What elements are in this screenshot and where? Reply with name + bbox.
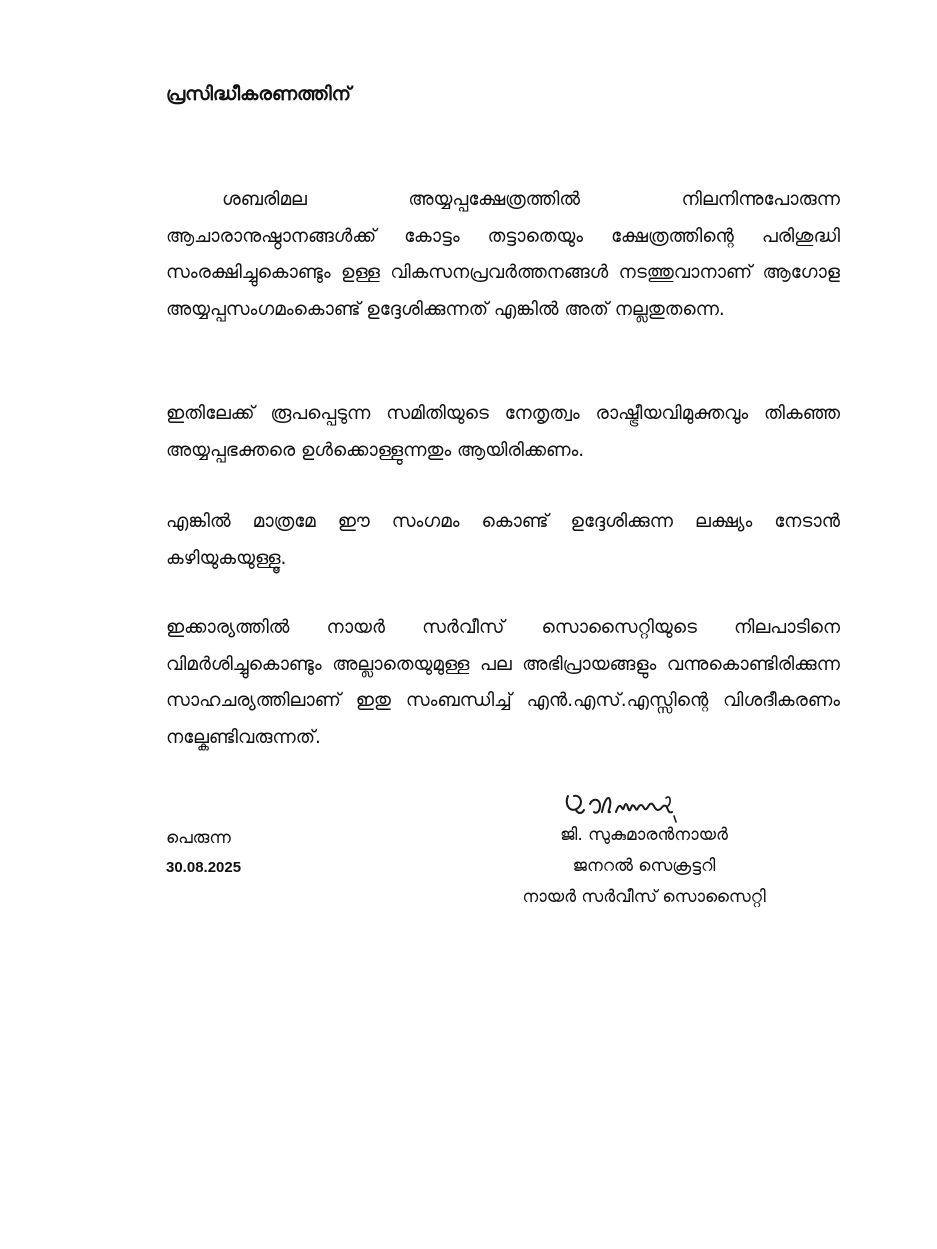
body-paragraph-4: ഇക്കാര്യത്തിൽ നായർ സർവീസ് സൊസൈറ്റിയുടെ നിലപാടിനെ വിമർശിച്ചുകൊണ്ടും അല്ലാതെയുമുള്ള പല അഭിപ്രായങ്ങളും വന്നുകൊണ്ടിരിക്കുന്ന സാഹചര്യത്തിലാണ് ഇതു സംബന്ധിച്ച് എൻ.എസ്.എസ്സിന്റെ വിശദീകരണം നല്കേണ്ടിവരുന്നത്.	[166, 617, 840, 748]
signatory-designation: ജനറൽ സെക്രട്ടറി	[572, 856, 716, 876]
body-paragraph-3: എങ്കിൽ മാത്രമേ ഈ സംഗമം കൊണ്ട് ഉദ്ദേശിക്കുന്ന ലക്ഷ്യം നേടാൻ കഴിയുകയുള്ളൂ.	[166, 511, 840, 569]
place-name: പെരുന്ന	[166, 828, 231, 848]
body-paragraph-2: ഇതിലേക്ക് രൂപപ്പെടുന്ന സമിതിയുടെ നേതൃത്വം രാഷ്ട്രീയവിമുക്തവും തികഞ്ഞ അയ്യപ്പഭക്തരെ ഉൾക്കൊള്ളുന്നതും ആയിരിക്കണം.	[166, 403, 840, 461]
document-date: 30.08.2025	[166, 859, 242, 876]
document-heading: പ്രസിദ്ധീകരണത്തിന്	[166, 83, 352, 105]
body-paragraph-1: ശബരിമല അയ്യപ്പക്ഷേത്രത്തിൽ നിലനിന്നുപോരുന്ന ആചാരാനുഷ്ഠാനങ്ങൾക്ക് കോട്ടം തട്ടാതെയും ക്ഷേത്രത്തിന്റെ പരിശുദ്ധി സംരക്ഷിച്ചുകൊണ്ടും ഉള്ള വികസനപ്രവർത്തനങ്ങൾ നടത്തുവാനാണ് ആഗോള അയ്യപ്പസംഗമംകൊണ്ട് ഉദ്ദേശിക്കുന്നത് എങ്കിൽ അത് നല്ലതുതന്നെ.	[166, 189, 840, 320]
signatory-name: ജി. സുകുമാരൻനായർ	[560, 825, 728, 845]
place-date-block	[166, 822, 241, 882]
signatory-block	[476, 820, 812, 913]
signatory-organization: നായർ സർവീസ് സൊസൈറ്റി	[522, 887, 766, 907]
